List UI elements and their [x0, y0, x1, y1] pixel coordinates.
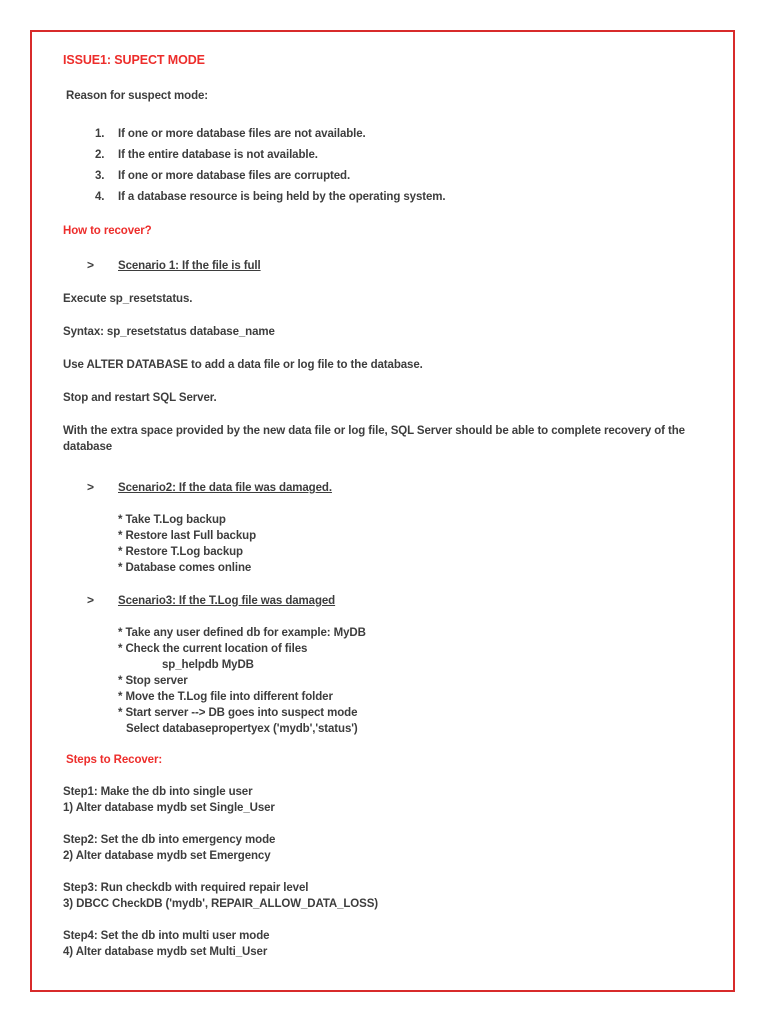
- step-group: [63, 880, 706, 912]
- reason-text: If the entire database is not available.: [118, 149, 318, 161]
- reason-text: If a database resource is being held by the operating system.: [118, 191, 446, 203]
- scenario3-item: * Move the T.Log file into different folder: [118, 691, 333, 703]
- arrow-bullet-icon: >: [87, 480, 94, 494]
- scenario1-heading: Scenario 1: If the file is full: [118, 260, 261, 272]
- scenario3-item-select-status: Select databasepropertyex ('mydb','status'): [126, 723, 358, 735]
- paragraph-stop-restart: Stop and restart SQL Server.: [63, 392, 217, 404]
- scenario2-heading: Scenario2: If the data file was damaged.: [118, 482, 332, 494]
- step-command: 4) Alter database mydb set Multi_User: [63, 946, 268, 958]
- scenario3-item: * Stop server: [118, 675, 188, 687]
- scenario2-list: [63, 512, 706, 576]
- page-border-frame: [30, 30, 735, 992]
- step-command: 1) Alter database mydb set Single_User: [63, 802, 275, 814]
- step-group: [63, 832, 706, 864]
- scenario2-item: * Restore last Full backup: [118, 530, 256, 542]
- steps-to-recover-heading: Steps to Recover:: [66, 754, 163, 766]
- reason-heading: Reason for suspect mode:: [66, 90, 209, 102]
- scenario2-item: * Database comes online: [118, 562, 252, 574]
- scenario3-heading-row: [87, 592, 706, 609]
- step-command: 3) DBCC CheckDB ('mydb', REPAIR_ALLOW_DATA_LOSS): [63, 898, 379, 910]
- scenario3-item: * Start server --> DB goes into suspect mode: [118, 707, 358, 719]
- step-title: Step3: Run checkdb with required repair level: [63, 882, 309, 894]
- step-group: [63, 928, 706, 960]
- paragraph-alter-database: Use ALTER DATABASE to add a data file or log file to the database.: [63, 359, 423, 371]
- step-title: Step2: Set the db into emergency mode: [63, 834, 276, 846]
- reason-text: If one or more database files are corrupted.: [118, 170, 351, 182]
- reason-number: 1.: [95, 128, 105, 140]
- step-command: 2) Alter database mydb set Emergency: [63, 850, 271, 862]
- document-title: ISSUE1: SUPECT MODE: [63, 53, 205, 67]
- scenario1-heading-row: [87, 257, 706, 274]
- step-title: Step4: Set the db into multi user mode: [63, 930, 270, 942]
- step-title: Step1: Make the db into single user: [63, 786, 253, 798]
- scenario3-heading: Scenario3: If the T.Log file was damaged: [118, 595, 336, 607]
- reason-item: [63, 166, 706, 187]
- arrow-bullet-icon: >: [87, 593, 94, 607]
- reason-item: [63, 145, 706, 166]
- reason-text: If one or more database files are not available.: [118, 128, 366, 140]
- step-group: [63, 784, 706, 816]
- paragraph-execute: Execute sp_resetstatus.: [63, 293, 193, 305]
- scenario2-item: * Restore T.Log backup: [118, 546, 243, 558]
- scenario2-item: * Take T.Log backup: [118, 514, 226, 526]
- reason-number: 3.: [95, 170, 105, 182]
- paragraph-syntax: Syntax: sp_resetstatus database_name: [63, 326, 275, 338]
- paragraph-extra-space: With the extra space provided by the new data file or log file, SQL Server should be able to complete recovery of the database: [63, 425, 685, 453]
- scenario3-list: [63, 625, 706, 737]
- reason-number: 4.: [95, 191, 105, 203]
- reason-item: [63, 187, 706, 208]
- reason-item: [63, 124, 706, 145]
- scenario3-item: * Take any user defined db for example: MyDB: [118, 627, 366, 639]
- reason-list: [63, 124, 706, 208]
- reason-number: 2.: [95, 149, 105, 161]
- how-to-recover-heading: How to recover?: [63, 225, 152, 237]
- scenario3-item: * Check the current location of files: [118, 643, 308, 655]
- scenario3-item-sp-helpdb: sp_helpdb MyDB: [162, 659, 254, 671]
- scenario2-heading-row: [87, 479, 706, 496]
- arrow-bullet-icon: >: [87, 258, 94, 272]
